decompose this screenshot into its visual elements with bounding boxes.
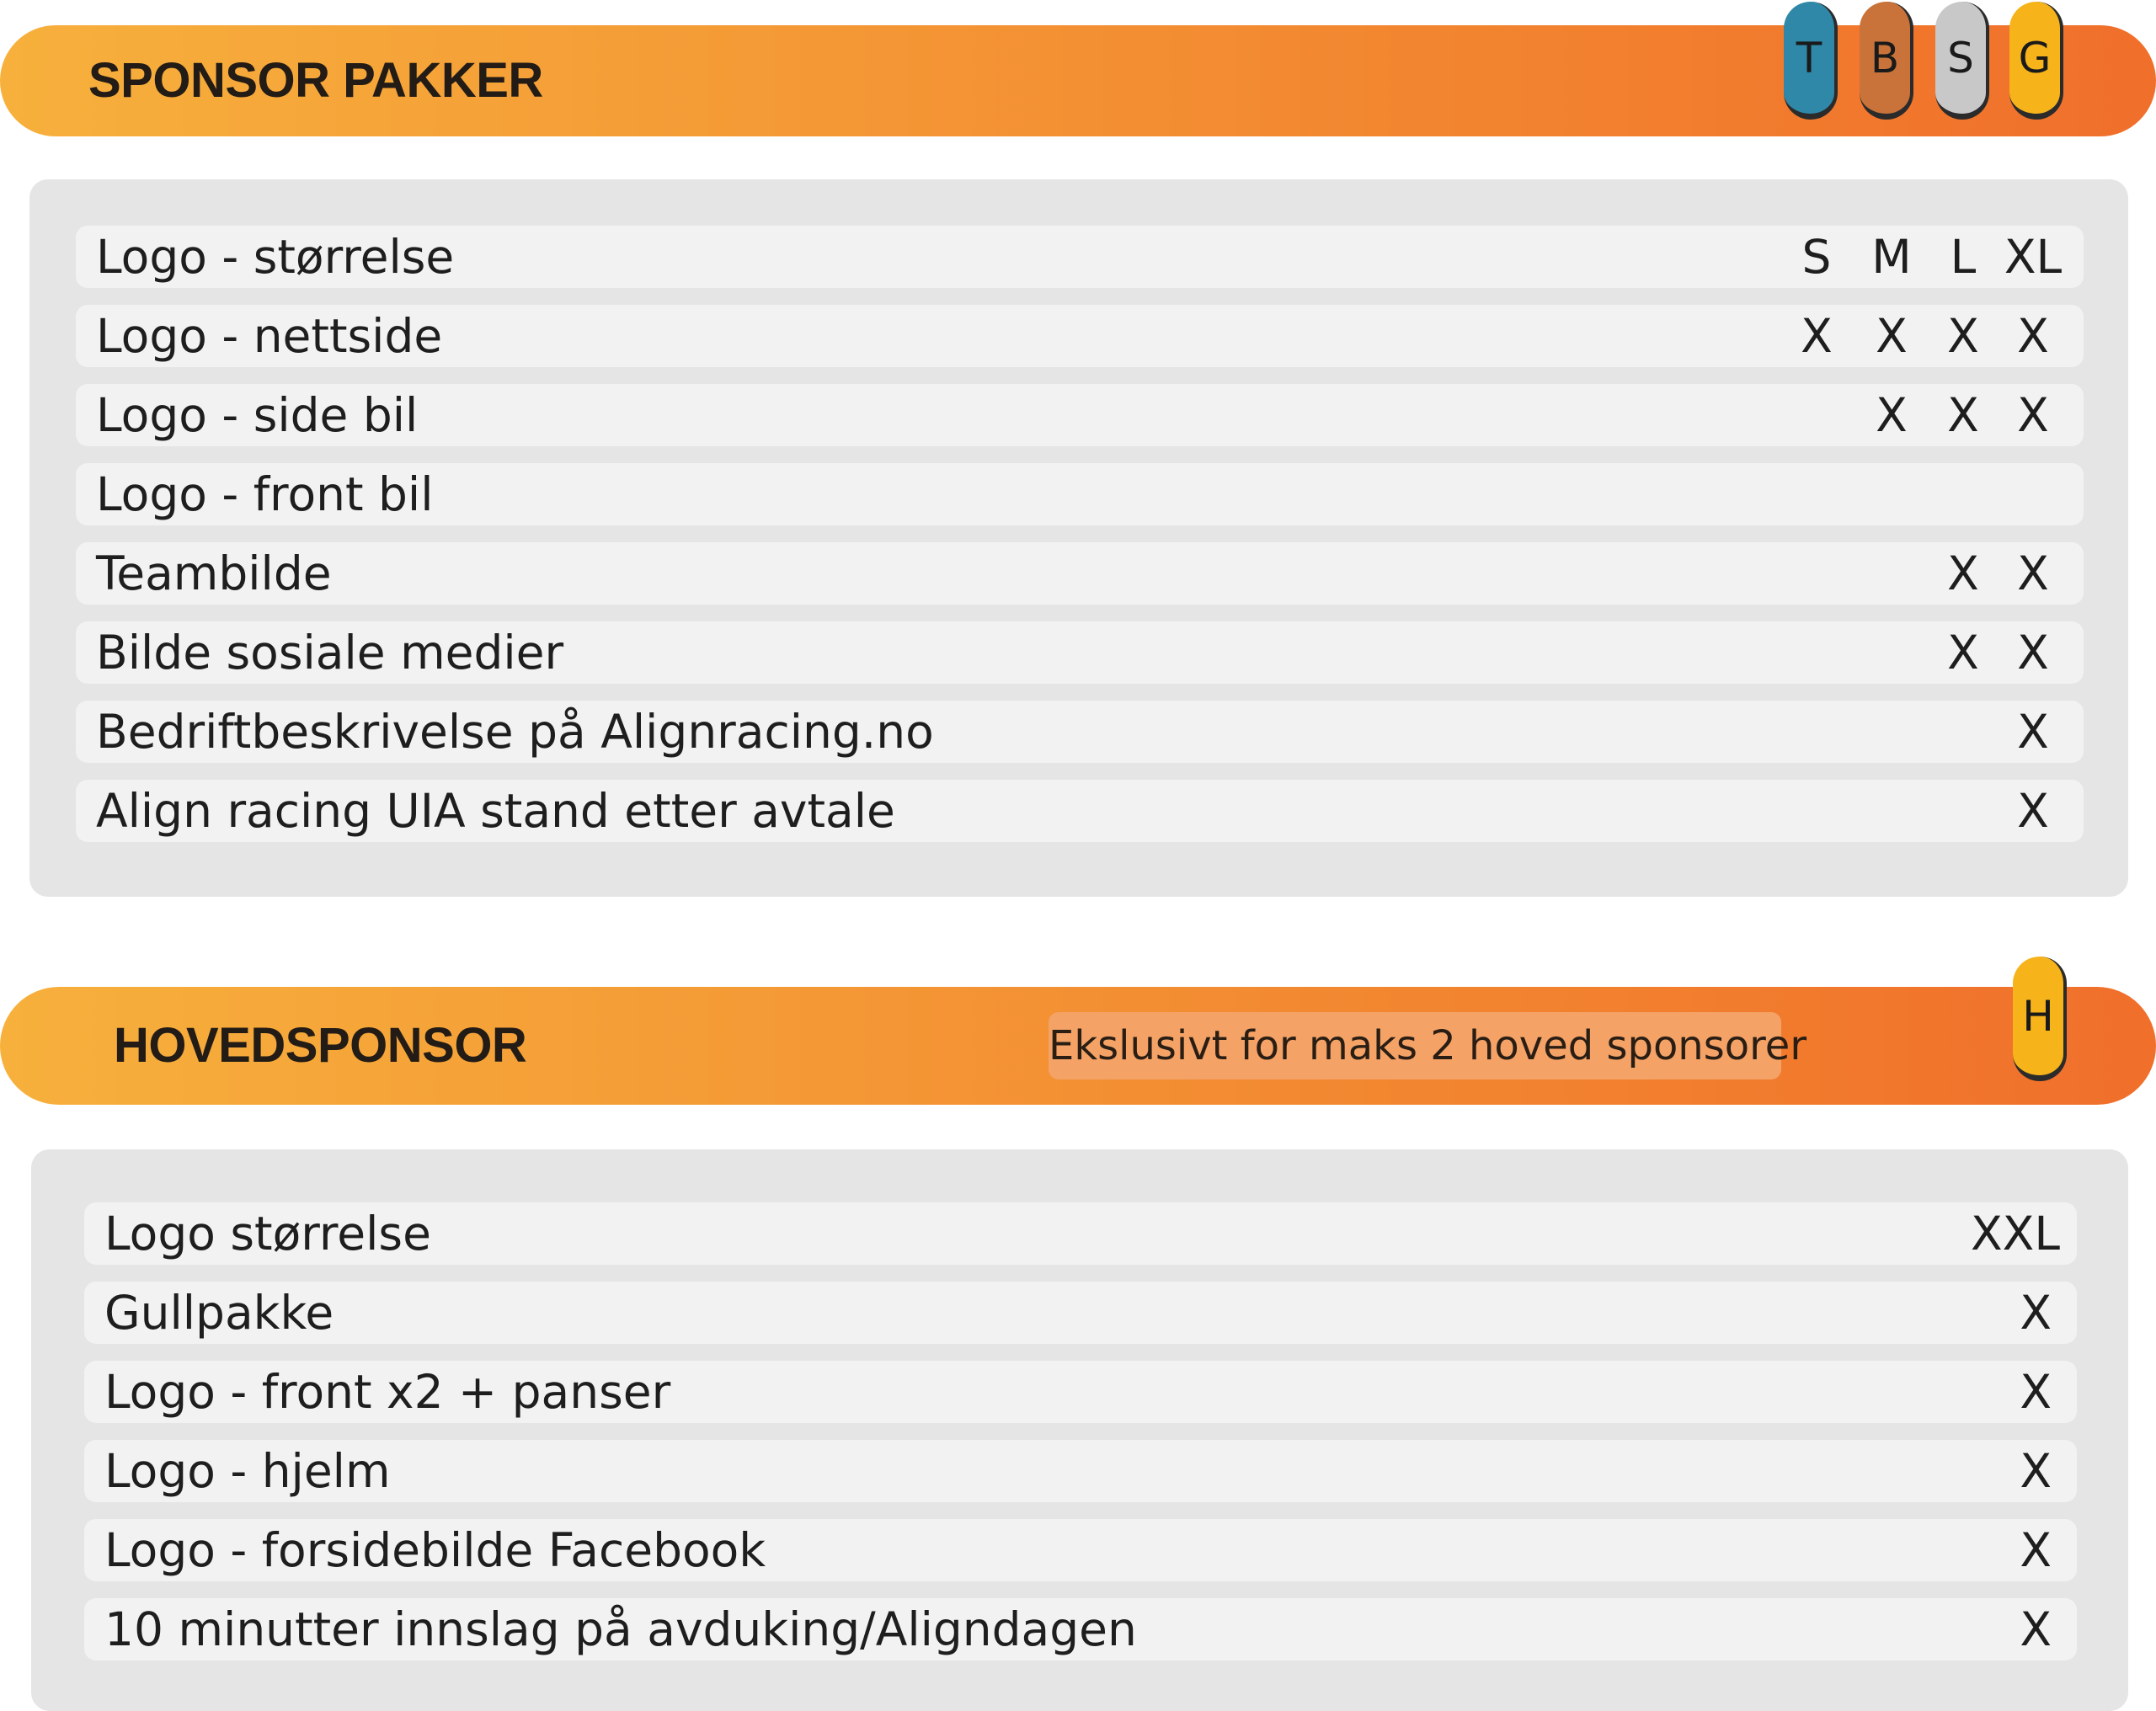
row-label: Logo størrelse [104, 1207, 431, 1261]
row-label: Logo - nettside [96, 309, 443, 363]
hovedsponsor-panel [31, 1149, 2128, 1711]
tier-letter: G [2018, 33, 2052, 83]
cell-m: X [1876, 309, 1908, 363]
row-label: Bilde sosiale medier [96, 626, 564, 680]
cell-l: X [1947, 309, 1979, 363]
row-label: 10 minutter innslag på avduking/Aligndagen [104, 1602, 1137, 1656]
row-label: Teambilde [96, 546, 332, 600]
cell-m: X [1876, 388, 1908, 442]
tier-letter: B [1870, 33, 1900, 83]
cell-m: M [1871, 230, 1912, 284]
cell-s: S [1801, 230, 1832, 284]
row-label: Gullpakke [104, 1286, 334, 1340]
cell-xl: X [2017, 309, 2049, 363]
table-row [84, 1519, 2077, 1581]
table-row [84, 1202, 2077, 1265]
row-label: Logo - størrelse [96, 230, 455, 284]
cell-m [1858, 621, 1925, 684]
table-row [76, 226, 2084, 288]
row-label: Logo - front bil [96, 467, 434, 521]
row-label: Logo - side bil [96, 388, 419, 442]
table-row [76, 780, 2084, 842]
tier-badge-s [1935, 2, 1989, 120]
tier-letter: H [2022, 991, 2054, 1041]
row-value: X [2020, 1523, 2052, 1577]
cell-m [1858, 701, 1925, 763]
table-row [84, 1598, 2077, 1660]
cell-xl: X [2017, 784, 2049, 838]
row-label: Logo - hjelm [104, 1444, 391, 1498]
cell-l: X [1947, 388, 1979, 442]
tier-badge-b [1860, 2, 1913, 120]
row-value: X [2020, 1444, 2052, 1498]
tier-letter: S [1947, 33, 1974, 83]
cell-s [1783, 701, 1850, 763]
cell-l [1929, 463, 1997, 525]
cell-s [1783, 542, 1850, 605]
cell-xl: X [2017, 626, 2049, 680]
row-value: X [2020, 1365, 2052, 1419]
cell-l [1929, 701, 1997, 763]
sponsor-pakker-title: SPONSOR PAKKER [88, 53, 543, 108]
cell-xl: XL [2004, 230, 2063, 284]
table-row [76, 463, 2084, 525]
row-label: Bedriftbeskrivelse på Alignracing.no [96, 705, 934, 759]
row-value: X [2020, 1602, 2052, 1656]
row-label: Logo - forsidebilde Facebook [104, 1523, 766, 1577]
tier-badge-t [1784, 2, 1838, 120]
cell-l: X [1947, 546, 1979, 600]
sponsor-pakker-panel [29, 179, 2128, 897]
cell-xl: X [2017, 705, 2049, 759]
table-row [84, 1361, 2077, 1423]
cell-s [1783, 621, 1850, 684]
cell-m [1858, 542, 1925, 605]
cell-m [1858, 463, 1925, 525]
cell-xl: X [2017, 388, 2049, 442]
row-label: Align racing UIA stand etter avtale [96, 784, 895, 838]
table-row [84, 1282, 2077, 1344]
cell-l: L [1950, 230, 1977, 284]
exclusive-note: Ekslusivt for maks 2 hoved sponsorer [1049, 1012, 1781, 1079]
table-row [76, 542, 2084, 605]
cell-m [1858, 780, 1925, 842]
hovedsponsor-title: HOVEDSPONSOR [114, 1018, 527, 1073]
cell-s [1783, 463, 1850, 525]
cell-l [1929, 780, 1997, 842]
table-row [76, 384, 2084, 446]
table-row [76, 621, 2084, 684]
tier-badge-g [2009, 2, 2063, 120]
row-value: XXL [1971, 1207, 2060, 1261]
cell-s [1783, 384, 1850, 446]
table-row [76, 701, 2084, 763]
cell-l: X [1947, 626, 1979, 680]
tier-letter: T [1796, 33, 1822, 83]
cell-xl [1999, 463, 2067, 525]
tier-badge-h [2013, 957, 2067, 1081]
cell-s: X [1801, 309, 1833, 363]
row-label: Logo - front x2 + panser [104, 1365, 671, 1419]
row-value: X [2020, 1286, 2052, 1340]
table-row [84, 1440, 2077, 1502]
cell-xl: X [2017, 546, 2049, 600]
cell-s [1783, 780, 1850, 842]
hovedsponsor-banner [0, 987, 2156, 1105]
table-row [76, 305, 2084, 367]
